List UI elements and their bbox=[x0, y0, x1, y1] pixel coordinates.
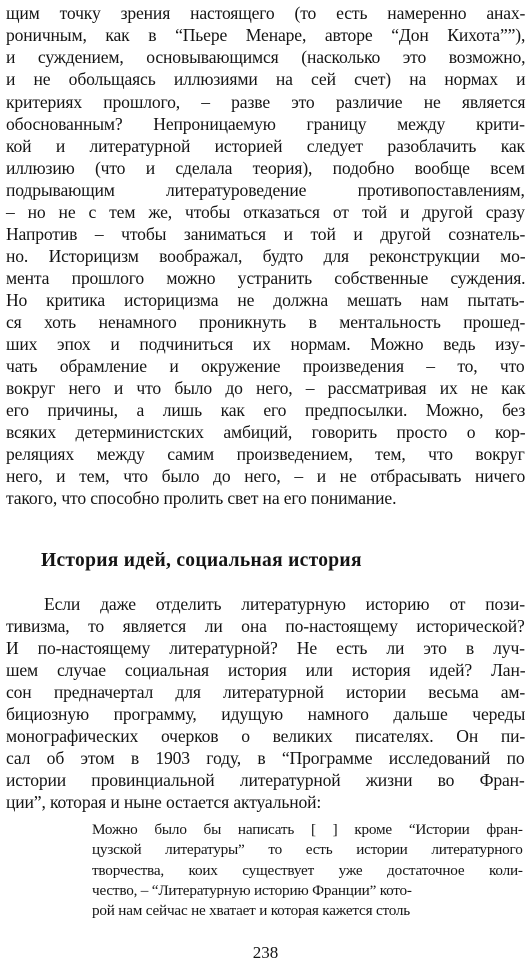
text-line: монографических очерков о великих писателях. Он пи- bbox=[6, 726, 526, 746]
text-line: роничным, как в “Пьере Менаре, авторе “Дон Кихота””), bbox=[6, 25, 526, 45]
quote-line: рой нам сейчас не хватает и которая кажется столь bbox=[92, 902, 411, 919]
text-line: – но не с тем же, чтобы отказаться от той и другой сразу bbox=[6, 202, 525, 222]
text-line: истории провинциальной литературной жизни во Фран- bbox=[6, 770, 525, 790]
text-line: ся хоть ненамного проникнуть в ментальность прошед- bbox=[6, 312, 526, 332]
text-line: тивизма, то является ли она по-настоящему исторической? bbox=[6, 616, 525, 636]
text-line: чать обрамление и окружение произведения – то, что bbox=[6, 356, 525, 376]
quote-line: цузской литературы” то есть истории литературного bbox=[92, 841, 523, 858]
text-line: мента прошлого можно устранить собственные суждения. bbox=[6, 268, 526, 288]
text-line: него, и тем, что было до него, – и не отбрасывать ничего bbox=[6, 466, 526, 486]
text-line: Напротив – чтобы заниматься и той и другой сознатель- bbox=[6, 224, 526, 244]
text-line: ших эпох и подчиниться их нормам. Можно ведь изу- bbox=[6, 334, 526, 354]
text-line: иллюзию (что и сделала теория), подобно вообще всем bbox=[6, 158, 525, 178]
section-heading: История идей, социальная история bbox=[41, 550, 362, 571]
text-line: и суждением, основывающимся (насколько это возможно, bbox=[6, 47, 526, 67]
text-line: но. Историцизм воображал, будто для реконструкции мо- bbox=[6, 246, 526, 266]
quote-line: Можно было бы написать [ ] кроме “Истории фран- bbox=[92, 821, 523, 838]
text-line: сал об этом в 1903 году, в “Программе исследований по bbox=[6, 748, 525, 768]
text-line: его причины, а лишь как его предпосылки. Можно, без bbox=[6, 400, 526, 420]
text-line: всяких детерминистских амбиций, говорить просто о кор- bbox=[6, 422, 526, 442]
quote-line: чество, – “Литературную историю Франции” кото- bbox=[92, 882, 412, 899]
text-line: реляциях между самим произведением, тем, что вокруг bbox=[6, 444, 525, 464]
text-line: щим точку зрения настоящего (то есть намеренно анах- bbox=[6, 3, 526, 23]
text-line: такого, что способно пролить свет на его понимание. bbox=[6, 488, 397, 508]
text-line: Но критика историцизма не должна мешать нам пытать- bbox=[6, 290, 525, 310]
text-line: шем случае социальная история или история идей? Лан- bbox=[6, 660, 526, 680]
text-line: вокруг него и что было до него, – рассматривая их не как bbox=[6, 378, 526, 398]
text-line: И по-настоящему литературной? Не есть ли это в луч- bbox=[6, 638, 525, 658]
text-line: ции”, которая и ныне остается актуальной: bbox=[6, 792, 322, 812]
quote-line: творчества, коих существует уже достаточное коли- bbox=[92, 862, 523, 879]
text-line: Если даже отделить литературную историю от пози- bbox=[44, 594, 525, 614]
text-line: и не обольщаясь иллюзиями на сей счет) на нормах и bbox=[6, 69, 526, 89]
text-line: обоснованным? Непроницаемую границу между крити- bbox=[6, 114, 525, 134]
text-line: подрывающим литературоведение противопоставлениям, bbox=[6, 180, 525, 200]
text-line: бициозную программу, идущую намного дальше череды bbox=[6, 704, 526, 724]
text-line: кой и литературной историей следует разоблачить как bbox=[6, 136, 525, 156]
text-line: сон предначертал для литературной истории весьма ам- bbox=[6, 682, 526, 702]
text-line: критериях прошлого, – разве это различие не является bbox=[6, 92, 526, 112]
page-number: 238 bbox=[252, 943, 279, 962]
